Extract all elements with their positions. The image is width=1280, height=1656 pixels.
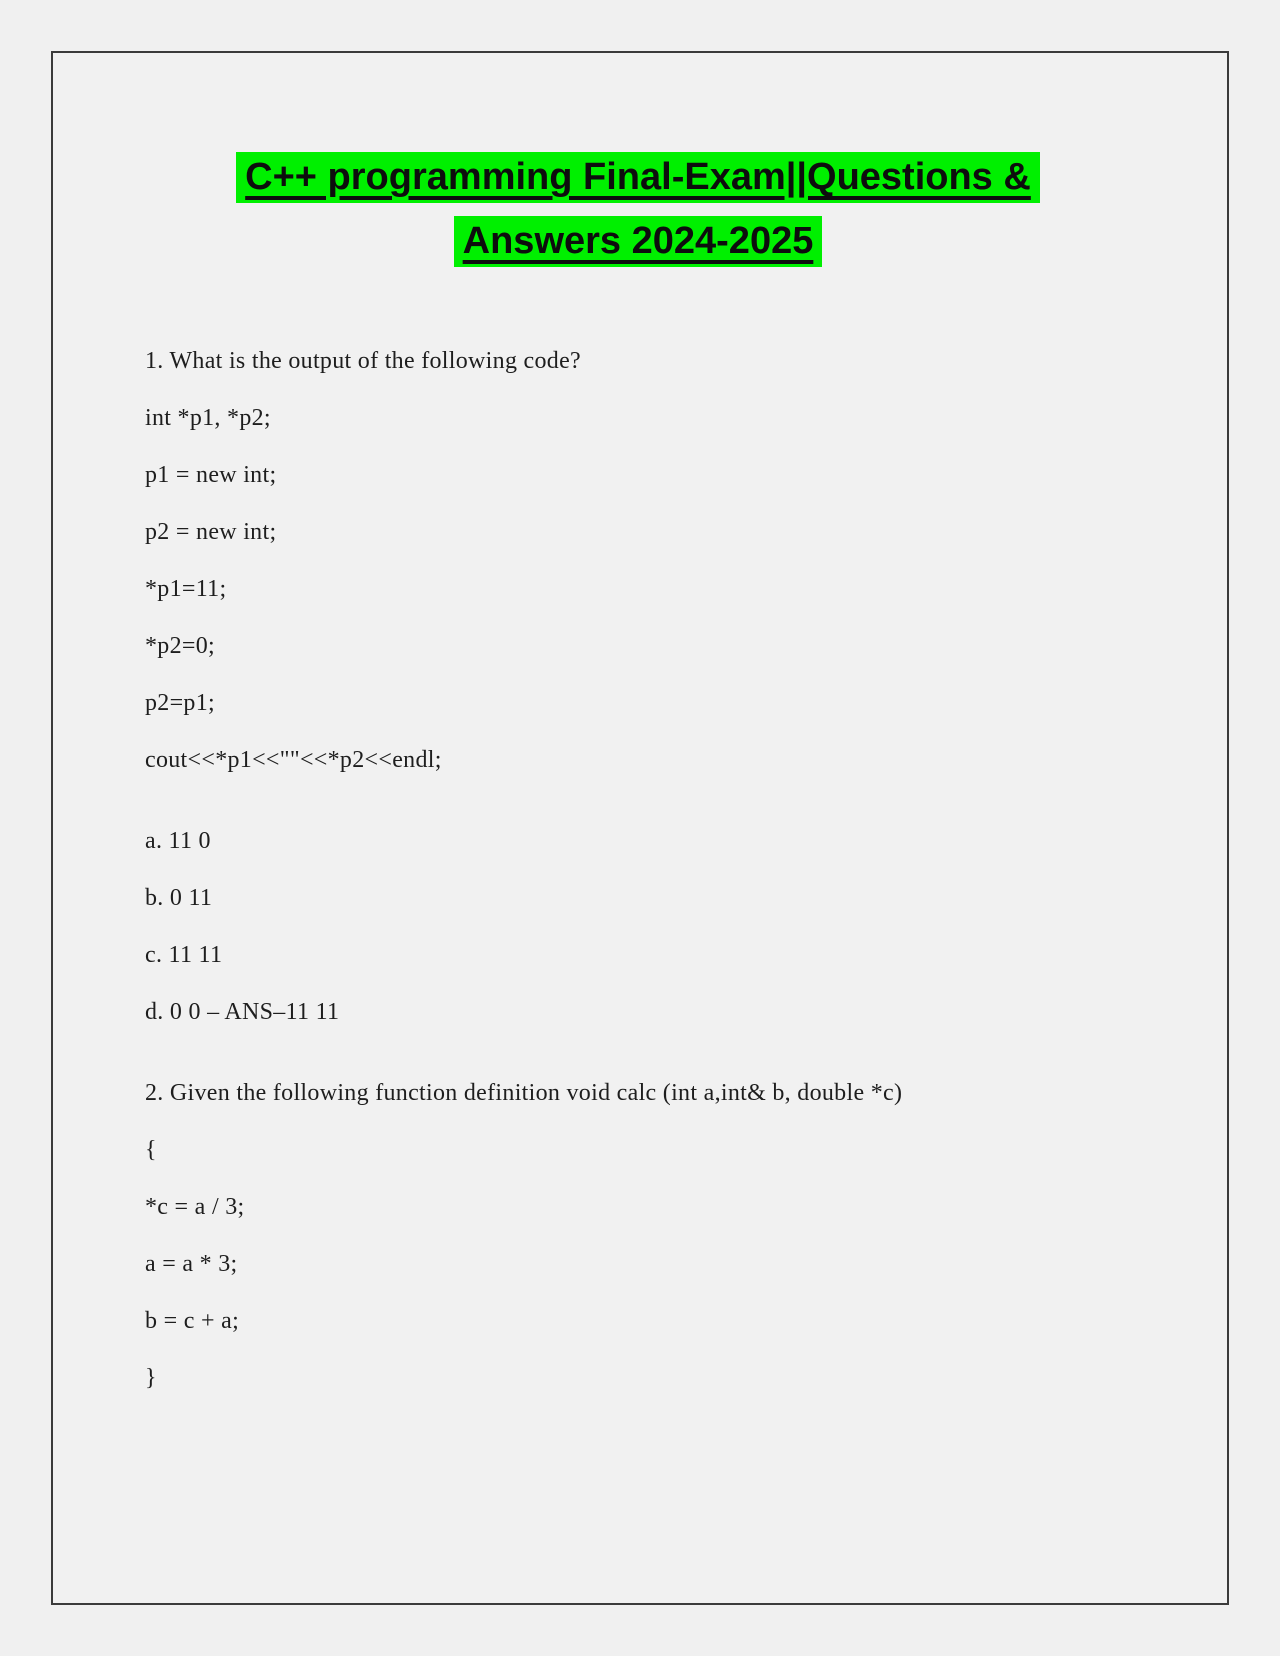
code-line: *p1=11; bbox=[145, 576, 227, 602]
question-2 bbox=[145, 1081, 1177, 1390]
code-line: cout<<*p1<<""<<*p2<<endl; bbox=[145, 747, 442, 773]
document-title bbox=[145, 145, 1131, 273]
code-line: a = a * 3; bbox=[145, 1251, 238, 1277]
question-2-prompt: 2. Given the following function definition void calc (int a,int& b, double *c) bbox=[145, 1080, 903, 1106]
document-title-line2: Answers 2024-2025 bbox=[454, 216, 823, 267]
question-1 bbox=[145, 349, 1177, 1024]
code-line: p2=p1; bbox=[145, 690, 216, 716]
document-content bbox=[53, 53, 1227, 1390]
answer-option-c: c. 11 11 bbox=[145, 942, 223, 968]
code-line: *p2=0; bbox=[145, 633, 216, 659]
code-line: } bbox=[145, 1365, 157, 1391]
code-line: p1 = new int; bbox=[145, 462, 277, 488]
document-page bbox=[51, 51, 1229, 1605]
code-line: b = c + a; bbox=[145, 1308, 240, 1334]
document-title-line1: C++ programming Final-Exam||Questions & bbox=[236, 152, 1040, 203]
code-line: int *p1, *p2; bbox=[145, 405, 271, 431]
code-line: { bbox=[145, 1137, 157, 1163]
code-line: p2 = new int; bbox=[145, 519, 277, 545]
answer-option-b: b. 0 11 bbox=[145, 885, 213, 911]
answer-option-a: a. 11 0 bbox=[145, 828, 211, 854]
answer-option-d: d. 0 0 – ANS–11 11 bbox=[145, 999, 340, 1025]
question-1-prompt: 1. What is the output of the following code? bbox=[145, 348, 582, 374]
code-line: *c = a / 3; bbox=[145, 1194, 245, 1220]
